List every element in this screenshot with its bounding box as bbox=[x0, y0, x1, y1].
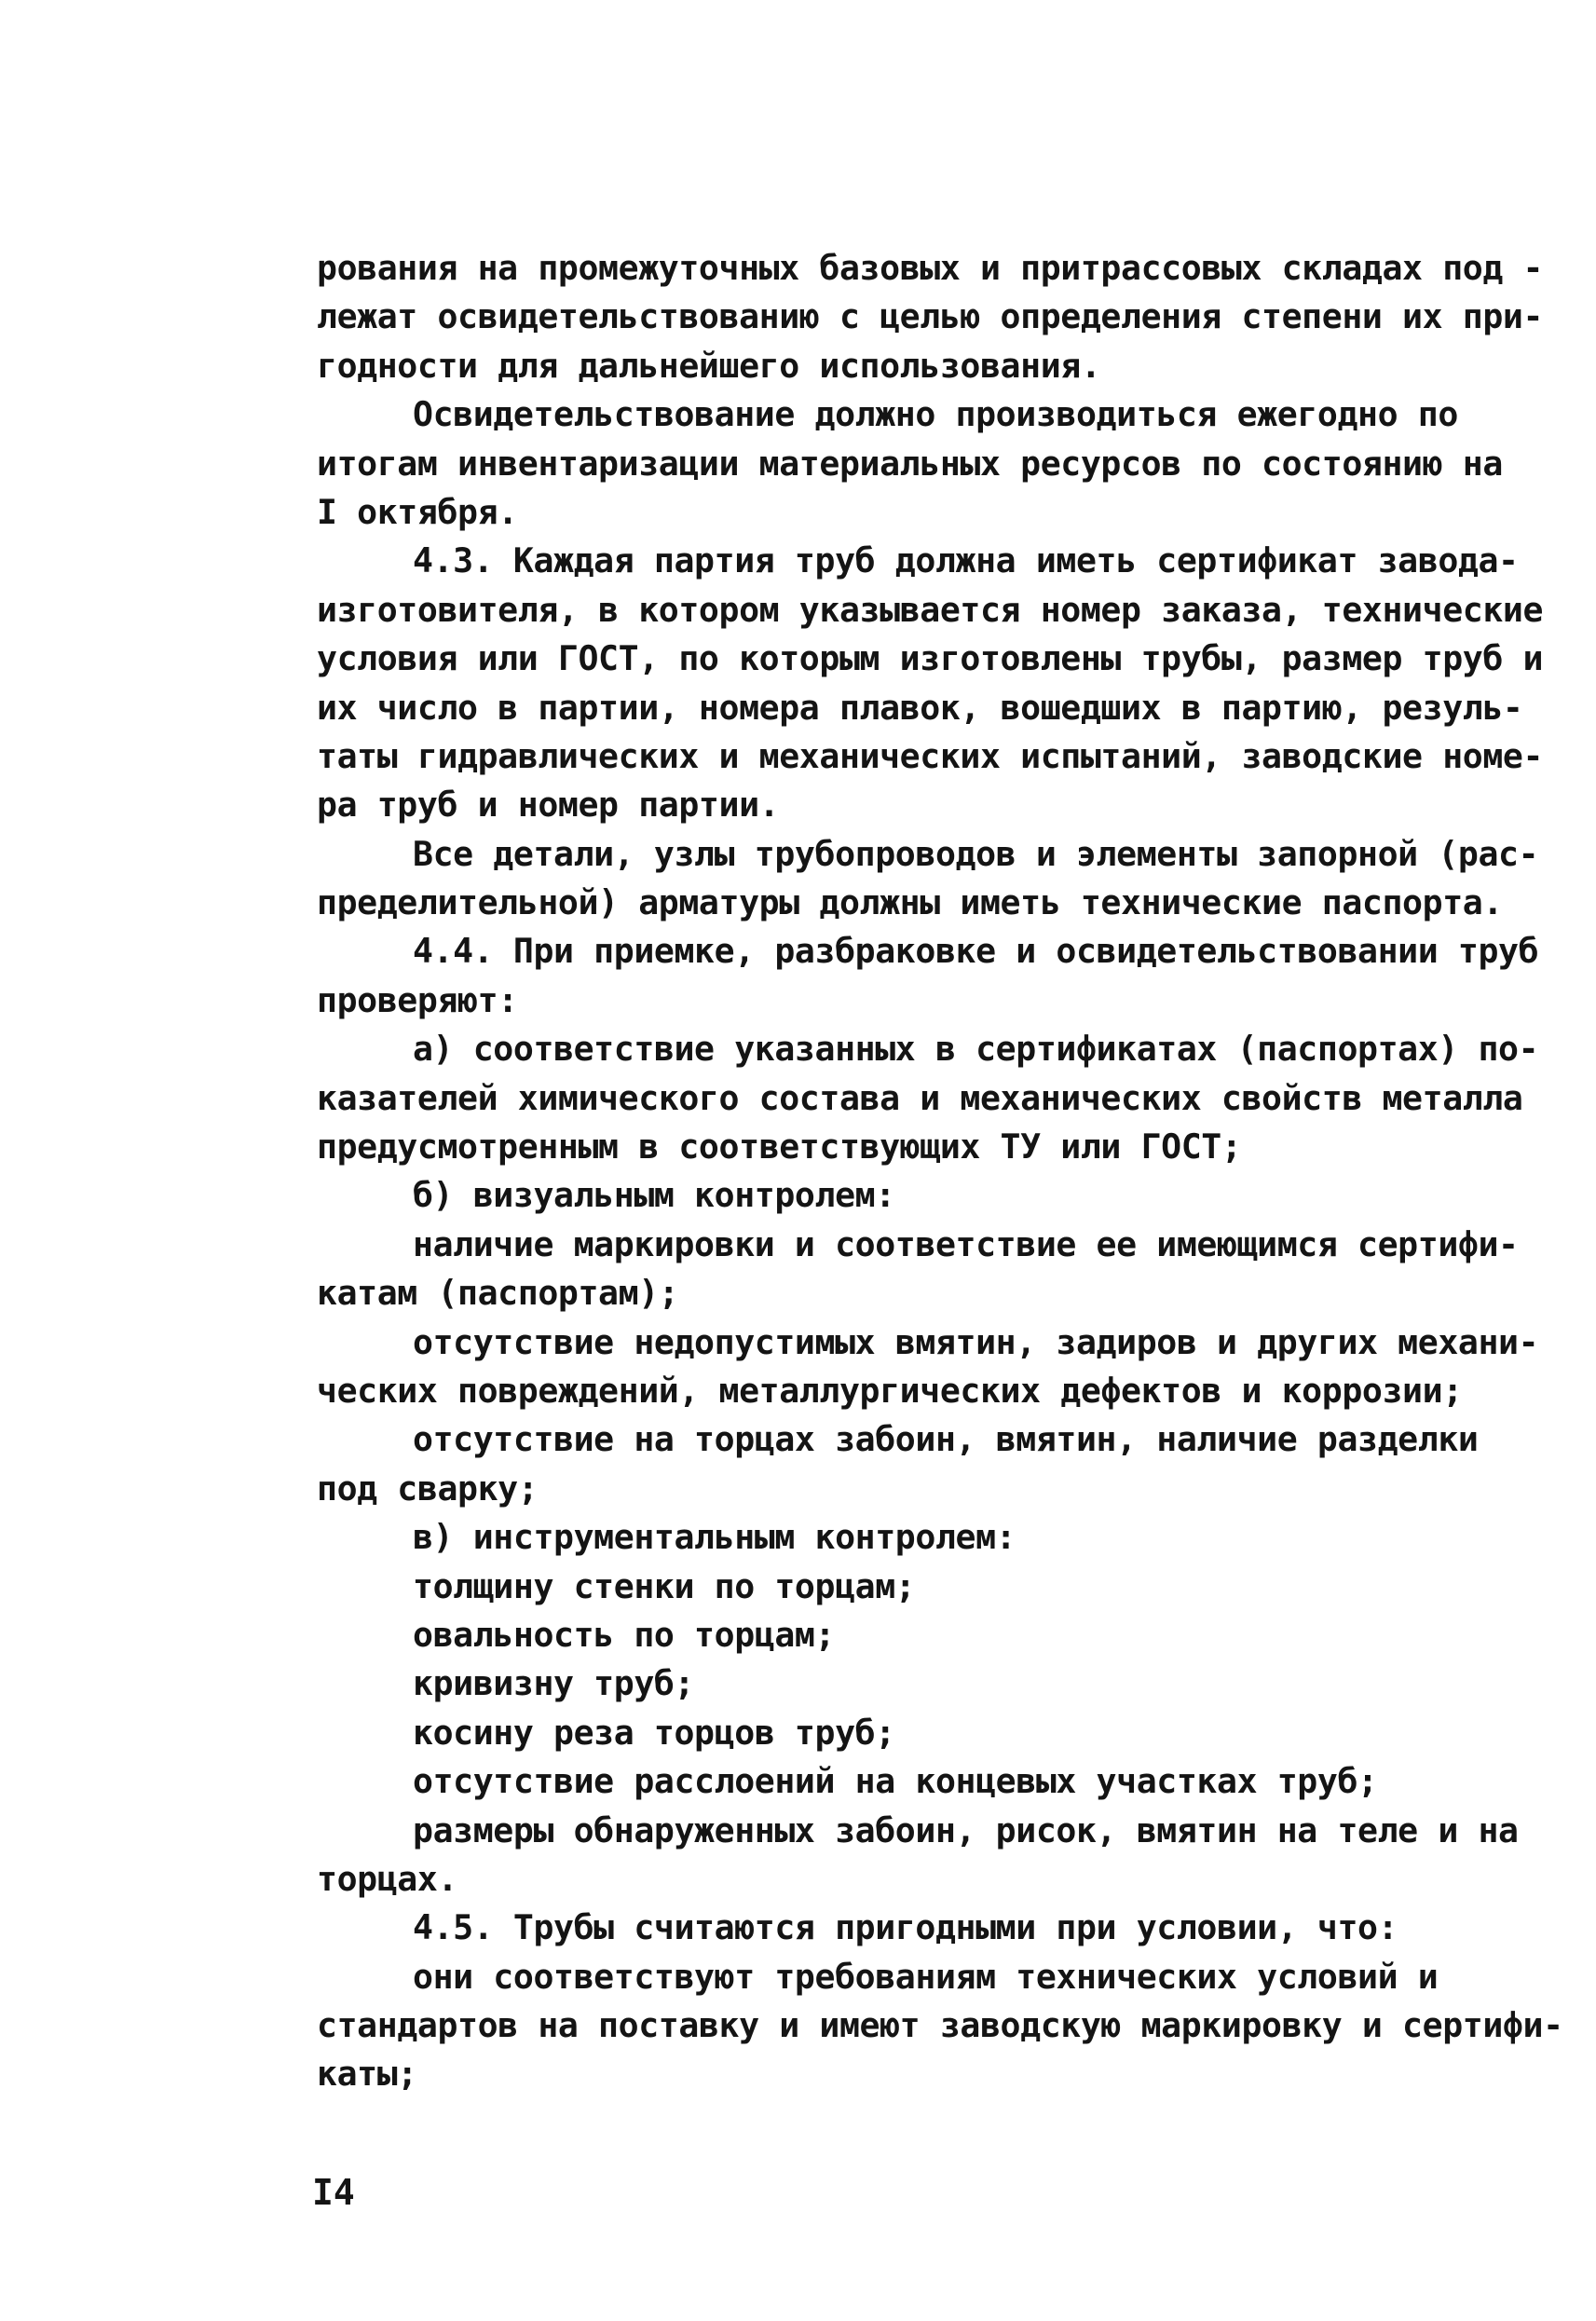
text-line: каты; bbox=[317, 2054, 417, 2095]
text-line: стандартов на поставку и имеют заводскую маркировку и сертифи- bbox=[317, 2005, 1563, 2046]
text-line: наличие маркировки и соответствие ее имеющимся сертифи- bbox=[413, 1223, 1519, 1264]
text-line: катам (паспортам); bbox=[317, 1273, 679, 1314]
text-line: предусмотренным в соответствующих ТУ или ГОСТ; bbox=[317, 1126, 1242, 1167]
text-line: овальность по торцам; bbox=[413, 1614, 836, 1655]
text-line: изготовителя, в котором указывается номер заказа, технические bbox=[317, 589, 1544, 630]
text-line: ра труб и номер партии. bbox=[317, 785, 780, 826]
text-line: 4.5. Трубы считаются пригодными при условии, что: bbox=[413, 1907, 1398, 1948]
text-line: отсутствие на торцах забоин, вмятин, наличие разделки bbox=[413, 1419, 1479, 1460]
text-line: годности для дальнейшего использования. bbox=[317, 345, 1101, 386]
text-line: отсутствие недопустимых вмятин, задиров и других механи- bbox=[413, 1321, 1539, 1362]
text-line: I октября. bbox=[317, 491, 518, 532]
text-line: б) визуальным контролем: bbox=[413, 1175, 895, 1216]
page-number: I4 bbox=[312, 2172, 355, 2213]
text-line: 4.3. Каждая партия труб должна иметь сертификат завода- bbox=[413, 540, 1519, 581]
text-line: рования на промежуточных базовых и притрассовых складах под - bbox=[317, 248, 1544, 288]
text-line: в) инструментальным контролем: bbox=[413, 1517, 1016, 1558]
text-line: 4.4. При приемке, разбраковке и освидетельствовании труб bbox=[413, 931, 1539, 972]
text-line: кривизну труб; bbox=[413, 1663, 695, 1704]
text-line: отсутствие расслоений на концевых участках труб; bbox=[413, 1761, 1378, 1802]
text-line: ческих повреждений, металлургических дефектов и коррозии; bbox=[317, 1370, 1463, 1411]
text-line: их число в партии, номера плавок, вошедших в партию, резуль- bbox=[317, 687, 1523, 728]
text-line: пределительной) арматуры должны иметь технические паспорта. bbox=[317, 882, 1503, 923]
text-line: а) соответствие указанных в сертификатах (паспортах) по- bbox=[413, 1029, 1539, 1070]
text-line: Все детали, узлы трубопроводов и элементы запорной (рас- bbox=[413, 833, 1539, 874]
text-line: лежат освидетельствованию с целью определения степени их при- bbox=[317, 296, 1544, 337]
text-line: они соответствуют требованиям технических условий и bbox=[413, 1956, 1439, 1997]
text-line: условия или ГОСТ, по которым изготовлены трубы, размер труб и bbox=[317, 638, 1544, 679]
document-body bbox=[317, 244, 1563, 2099]
text-line: таты гидравлических и механических испытаний, заводские номе- bbox=[317, 735, 1544, 776]
text-line: Освидетельствование должно производиться ежегодно по bbox=[413, 394, 1458, 435]
text-line: итогам инвентаризации материальных ресурсов по состоянию на bbox=[317, 443, 1503, 484]
text-line: казателей химического состава и механических свойств металла bbox=[317, 1077, 1523, 1118]
text-line: проверяют: bbox=[317, 979, 518, 1020]
text-line: размеры обнаруженных забоин, рисок, вмятин на теле и на bbox=[413, 1809, 1519, 1850]
text-line: толщину стенки по торцам; bbox=[413, 1565, 916, 1606]
text-line: косину реза торцов труб; bbox=[413, 1712, 895, 1753]
text-line: торцах. bbox=[317, 1858, 458, 1899]
text-line: под сварку; bbox=[317, 1468, 539, 1509]
